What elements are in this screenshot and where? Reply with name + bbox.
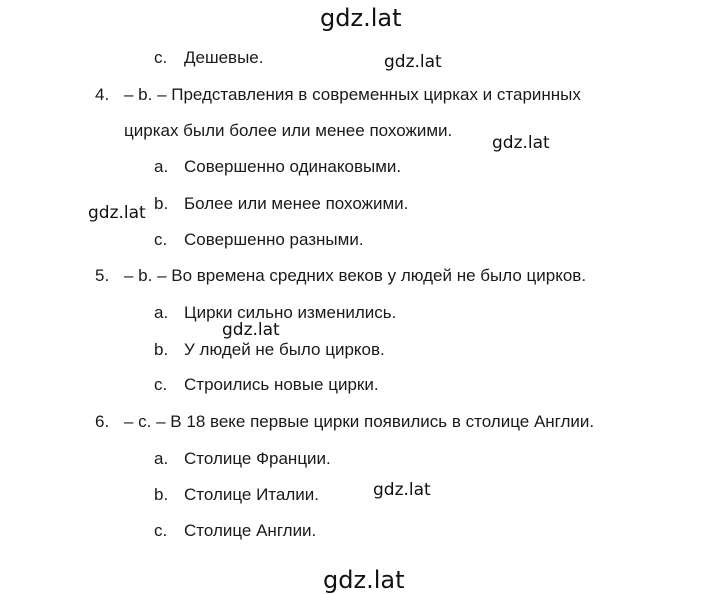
option-text: Строились новые цирки. <box>184 375 379 394</box>
option-letter: a. <box>154 303 169 322</box>
option-text: Столице Англии. <box>184 521 317 540</box>
watermark: gdz.lat <box>88 203 146 223</box>
option-letter: a. <box>154 157 169 176</box>
option-text: Дешевые. <box>184 48 264 67</box>
answer-line: – b. – Представления в современных цирках и старинных <box>124 85 581 104</box>
option-text: Совершенно одинаковыми. <box>184 157 402 176</box>
option-letter: b. <box>154 194 169 213</box>
option-letter: c. <box>154 48 168 67</box>
answer-line: цирках были более или менее похожими. <box>124 121 453 140</box>
watermark: gdz.lat <box>492 133 550 153</box>
watermark: gdz.lat <box>384 52 442 72</box>
option-letter: b. <box>154 340 169 359</box>
question-number: 6. <box>95 412 110 431</box>
watermark: gdz.lat <box>222 320 280 340</box>
watermark-top: gdz.lat <box>320 4 402 32</box>
answer-line: – b. – Во времена средних веков у людей не было цирков. <box>124 266 587 285</box>
watermark-bottom: gdz.lat <box>323 566 405 594</box>
watermark: gdz.lat <box>373 480 431 500</box>
answer-line: – c. – В 18 веке первые цирки появились в столице Англии. <box>124 412 595 431</box>
option-text: Цирки сильно изменились. <box>184 303 397 322</box>
option-text: Столице Франции. <box>184 449 331 468</box>
option-text: Совершенно разными. <box>184 230 364 249</box>
option-text: Более или менее похожими. <box>184 194 409 213</box>
option-text: Столице Италии. <box>184 485 319 504</box>
question-number: 5. <box>95 266 110 285</box>
option-letter: a. <box>154 449 169 468</box>
option-letter: c. <box>154 521 168 540</box>
option-letter: b. <box>154 485 169 504</box>
option-letter: c. <box>154 375 168 394</box>
question-number: 4. <box>95 85 110 104</box>
option-letter: c. <box>154 230 168 249</box>
option-text: У людей не было цирков. <box>184 340 385 359</box>
